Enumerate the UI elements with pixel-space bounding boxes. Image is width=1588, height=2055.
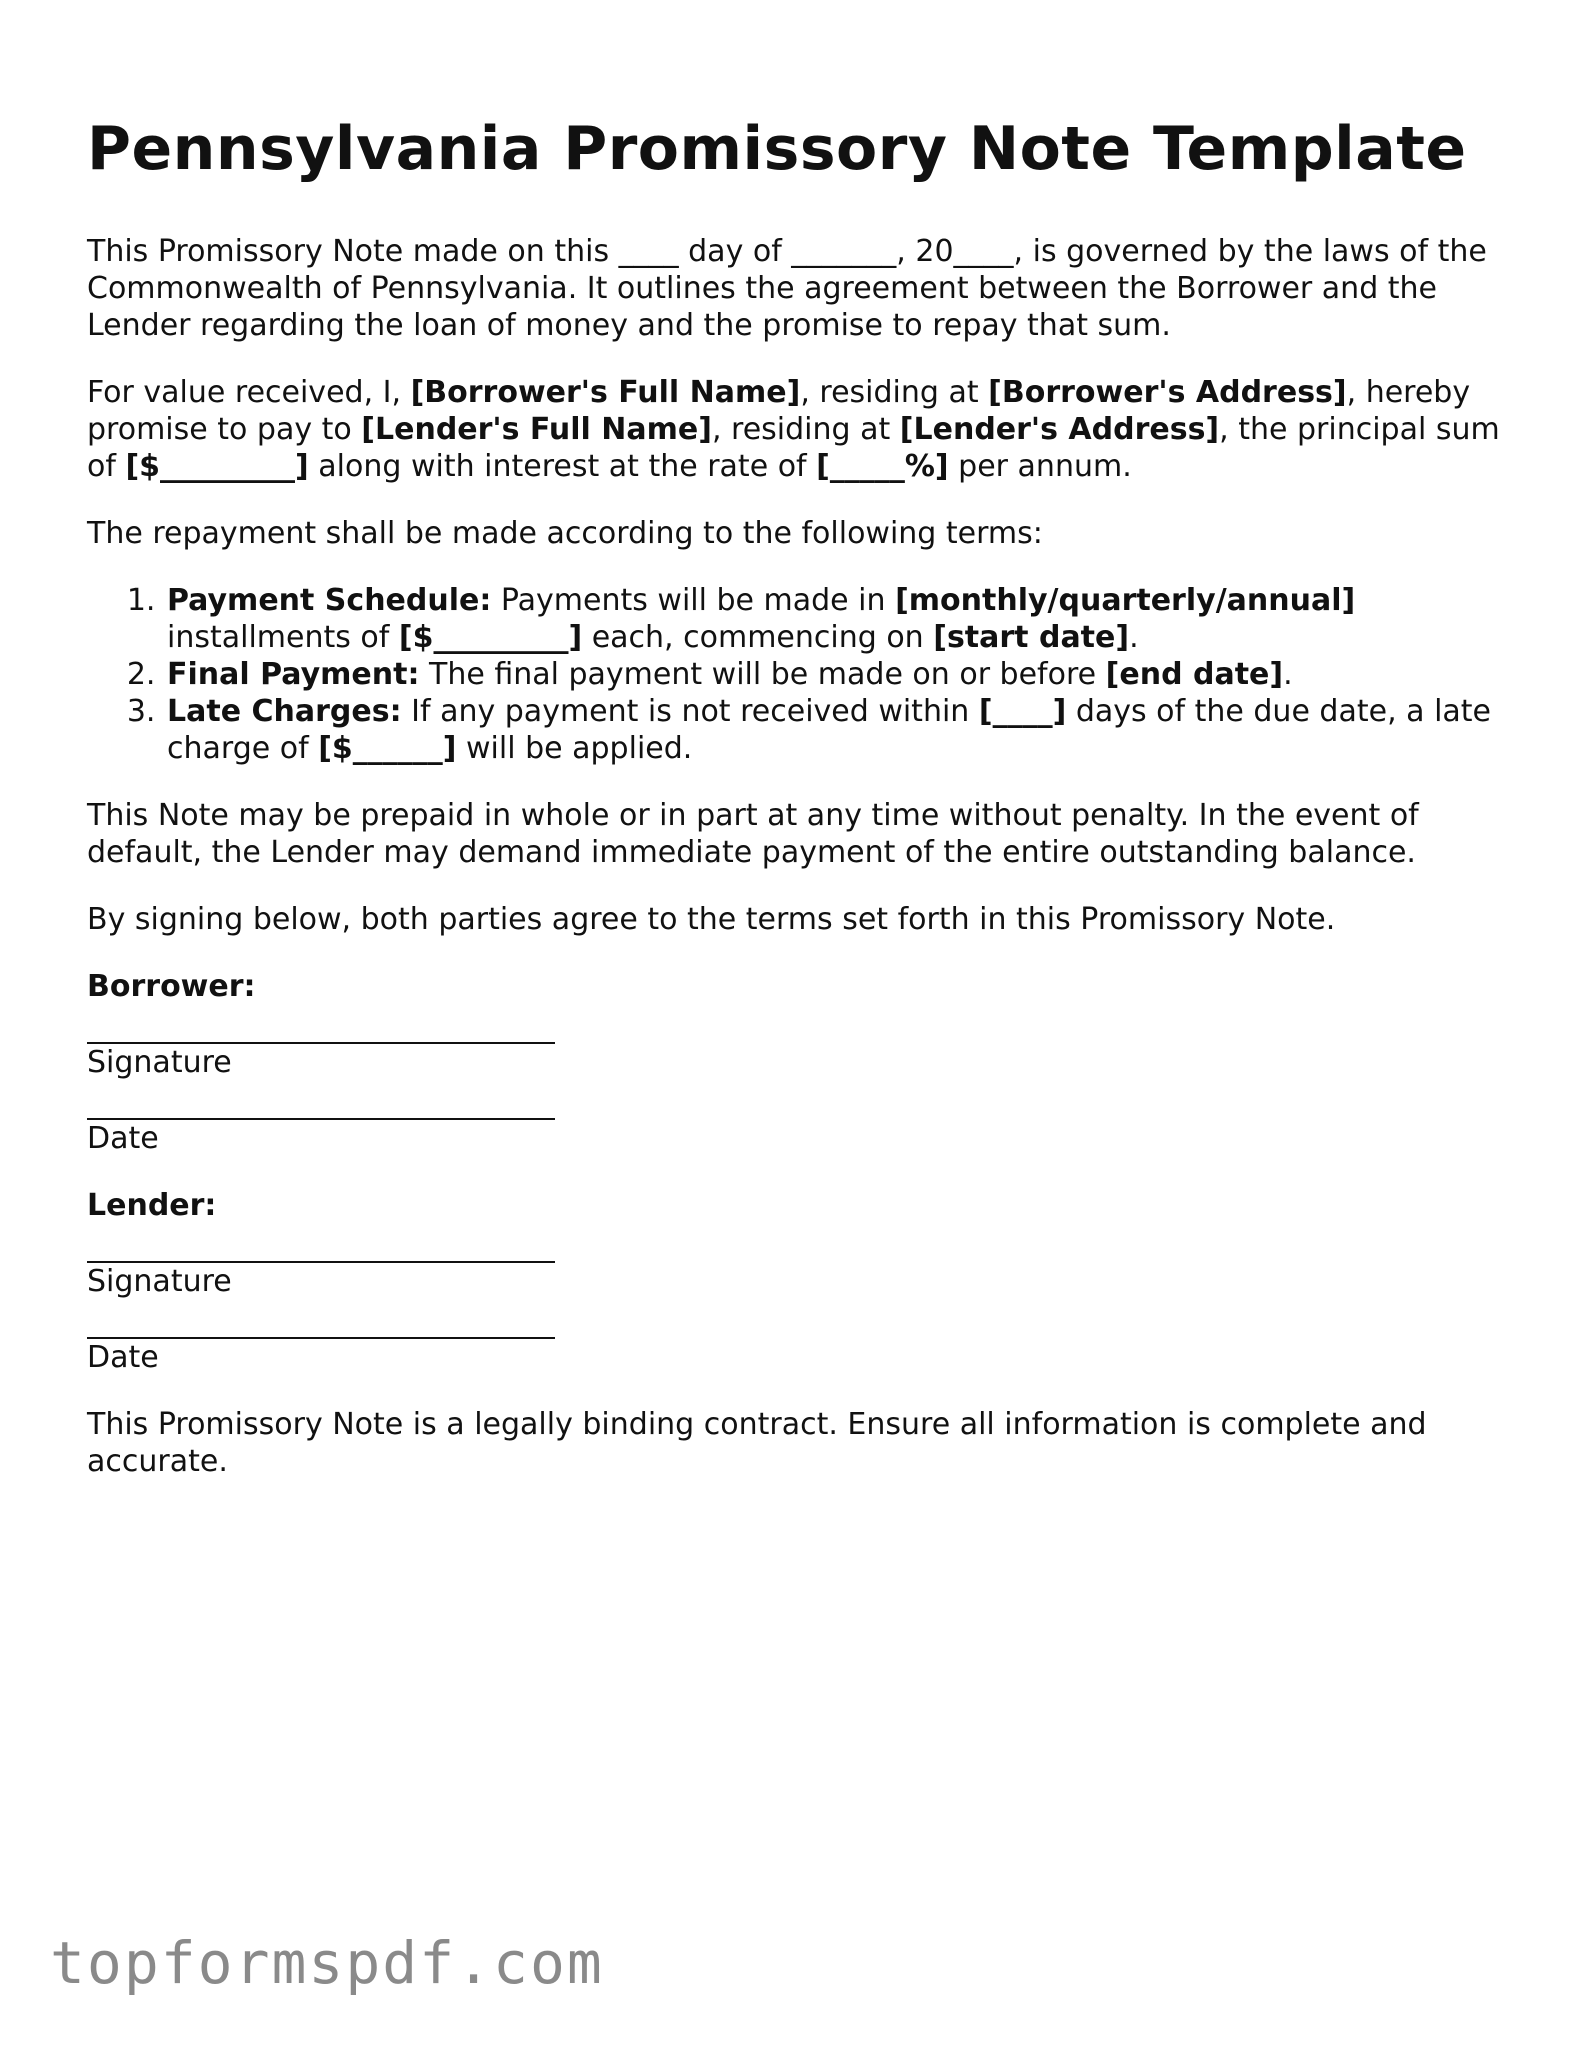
promise-text-4: , residing at <box>711 412 900 447</box>
frequency-field: [monthly/quarterly/annual] <box>895 583 1356 618</box>
promise-text-2: , residing at <box>800 375 989 410</box>
term-label: Final Payment: <box>167 657 420 692</box>
document-page <box>87 0 1527 1480</box>
term-payment-schedule <box>165 582 1527 656</box>
terms-list <box>87 582 1527 767</box>
promise-text-7: per annum. <box>948 449 1132 484</box>
borrower-date-label: Date <box>87 1121 159 1156</box>
term-text: Payments will be made in <box>491 583 896 618</box>
term-label: Payment Schedule: <box>167 583 492 618</box>
term-text: If any payment is not received within <box>401 694 979 729</box>
term-final-payment <box>165 656 1527 693</box>
borrower-signature-label: Signature <box>87 1045 232 1080</box>
terms-intro: The repayment shall be made according to the following terms: <box>87 516 1043 551</box>
start-date-field: [start date] <box>933 620 1130 655</box>
installment-amount-field: [$_________] <box>398 620 583 655</box>
term-text: days of the due date, a late charge of <box>167 694 1492 766</box>
late-charge-field: [$______] <box>318 731 457 766</box>
borrower-heading: Borrower: <box>87 969 256 1004</box>
agreement-paragraph: By signing below, both parties agree to the terms set forth in this Promissory Note. <box>87 902 1336 937</box>
lender-name-field: [Lender's Full Name] <box>361 412 712 447</box>
end-date-field: [end date] <box>1105 657 1284 692</box>
closing-paragraph: This Promissory Note is a legally binding contract. Ensure all information is complete and accurate. <box>87 1407 1427 1479</box>
promise-paragraph <box>87 374 1527 485</box>
grace-days-field: [____] <box>978 694 1067 729</box>
promise-text-3: , hereby promise to pay to <box>87 375 1471 447</box>
term-text: installments of <box>167 620 399 655</box>
term-text: . <box>1129 620 1139 655</box>
lender-address-field: [Lender's Address] <box>899 412 1220 447</box>
term-late-charges <box>165 693 1527 767</box>
principal-field: [$_________] <box>125 449 309 484</box>
promise-text-6: along with interest at the rate of <box>308 449 817 484</box>
promise-text-5: , the principal sum of <box>87 412 1500 484</box>
interest-rate-field: [_____%] <box>816 449 949 484</box>
watermark-text: topformspdf.com <box>50 1929 604 1997</box>
term-text: . <box>1283 657 1293 692</box>
borrower-name-field: [Borrower's Full Name] <box>410 375 801 410</box>
borrower-address-field: [Borrower's Address] <box>988 375 1347 410</box>
promise-text-1: For value received, I, <box>87 375 411 410</box>
lender-date-label: Date <box>87 1340 159 1375</box>
term-text: will be applied. <box>456 731 693 766</box>
term-text: each, commencing on <box>582 620 934 655</box>
term-text: The final payment will be made on or before <box>419 657 1106 692</box>
prepay-paragraph: This Note may be prepaid in whole or in part at any time without penalty. In the event of default, the Lender may demand immediate payment of the entire outstanding balance. <box>87 798 1419 870</box>
lender-heading: Lender: <box>87 1188 217 1223</box>
intro-paragraph: This Promissory Note made on this ____ day of _______, 20____, is governed by the laws of the Commonwealth of Pennsylvania. It outlines the agreement between the Borrower and the Lender regarding the loan of money and the promise to repay that sum. <box>87 234 1487 343</box>
lender-signature-label: Signature <box>87 1264 232 1299</box>
page-title: Pennsylvania Promissory Note Template <box>87 114 1467 184</box>
term-label: Late Charges: <box>167 694 402 729</box>
